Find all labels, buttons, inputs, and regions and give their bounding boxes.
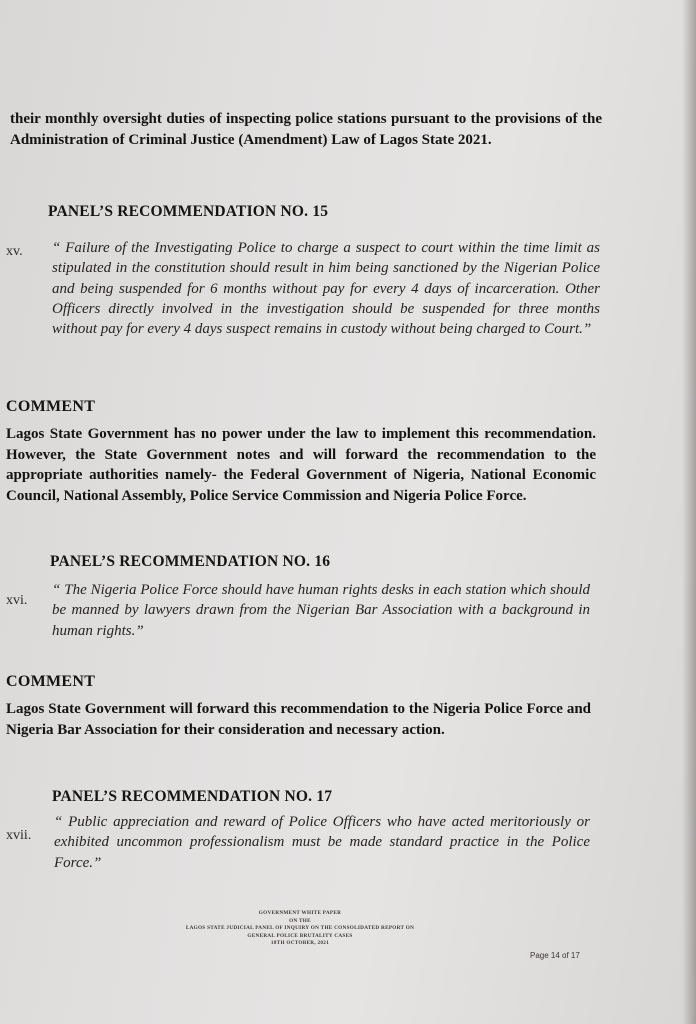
footer-line-5: 18TH OCTOBER, 2021 [270, 940, 330, 946]
footer-line-1: GOVERNMENT WHITE PAPER [258, 910, 342, 916]
footer-line-4: GENERAL POLICE BRUTALITY CASES [247, 932, 353, 939]
page-edge-shadow [682, 0, 696, 1024]
recommendation-15-quote: “ Failure of the Investigating Police to charge a suspect to court within the time limit as stipulated in the constitution should result in him being sanctioned by the Nigerian Police and being suspended for 6 months without pay for every 4 days of incarceration. Other Officers directly involved in the investigation should be suspended for three months without pay for every 4 days suspect remains in custody without being charged to Court.” [52, 240, 600, 338]
recommendation-15-numeral: xv. [6, 244, 23, 259]
recommendation-17-numeral: xvii. [6, 828, 32, 843]
footer-line-2: ON THE [289, 917, 311, 924]
recommendation-15-heading: PANEL’S RECOMMENDATION NO. 15 [48, 203, 329, 220]
page-number: Page 14 of 17 [530, 951, 580, 960]
recommendation-16-quote: “ The Nigeria Police Force should have human rights desks in each station which should be manned by lawyers drawn from the Nigerian Bar Association with a background in human rights.” [52, 582, 590, 639]
comment-1-heading: COMMENT [6, 398, 96, 415]
comment-2-heading: COMMENT [6, 673, 96, 690]
recommendation-17-quote: “ Public appreciation and reward of Police Officers who have acted meritoriously or exhibited uncommon professionalism must be made standard practice in the Police Force.” [54, 814, 590, 871]
document-footer [150, 910, 450, 948]
recommendation-16-numeral: xvi. [6, 593, 28, 608]
intro-paragraph: their monthly oversight duties of inspecting police stations pursuant to the provisions of the Administration of Criminal Justice (Amendment) Law of Lagos State 2021. [10, 111, 602, 148]
recommendation-17-heading: PANEL’S RECOMMENDATION NO. 17 [52, 788, 333, 805]
recommendation-16-heading: PANEL’S RECOMMENDATION NO. 16 [50, 553, 331, 570]
comment-1-text: Lagos State Government has no power under the law to implement this recommendation. However, the State Government notes and will forward the recommendation to the appropriate authorities namely- the Federal Government of Nigeria, National Economic Council, National Assembly, Police Service Commission and Nigeria Police Force. [6, 426, 596, 504]
footer-line-3: LAGOS STATE JUDICIAL PANEL OF INQUIRY ON THE CONSOLIDATED REPORT ON [185, 925, 415, 931]
comment-2-text: Lagos State Government will forward this recommendation to the Nigeria Police Force and Nigeria Bar Association for their consideration and necessary action. [6, 701, 591, 738]
